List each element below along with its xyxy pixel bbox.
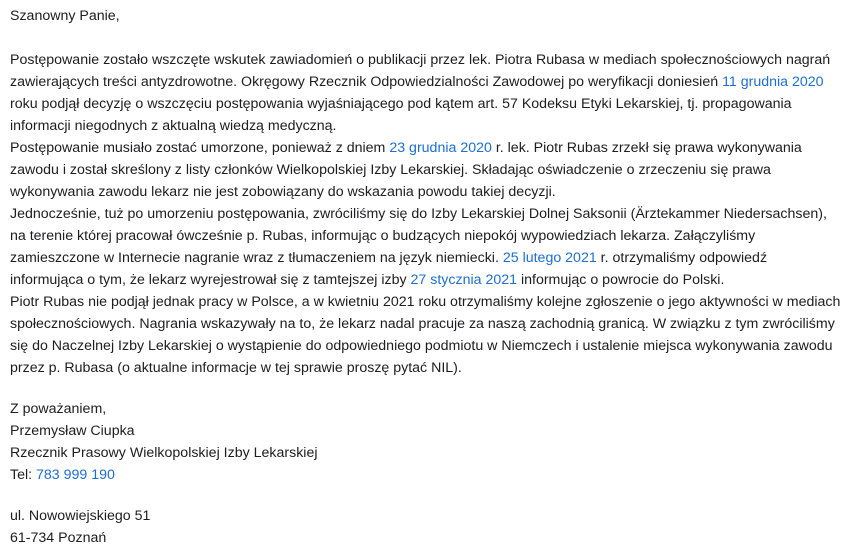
paragraph-text: Postępowanie musiało zostać umorzone, ponieważ z dniem xyxy=(10,140,390,156)
signer-role: Rzecznik Prasowy Wielkopolskiej Izby Lekarskiej xyxy=(10,445,318,461)
spacer xyxy=(10,486,842,505)
address-street: ul. Nowowiejskiego 51 xyxy=(10,508,151,524)
date-link[interactable]: 11 grudnia 2020 xyxy=(722,74,824,90)
spacer xyxy=(10,379,842,398)
phone-line xyxy=(10,464,842,486)
paragraph-3 xyxy=(10,203,842,291)
paragraph-text: informując o powrocie do Polski. xyxy=(517,272,725,288)
paragraph-text: r. lek. Piotr Rubas zrzekł się prawa wykonywania zawodu i został skreślony z listy członków Wielkopolskiej Izby Lekarskiej. Składając oświadczenie o zrzeczeniu się prawa wykonywania zawodu lekarz nie jest zobowiązany do wskazania powodu takiej decyzji. xyxy=(10,140,802,200)
closing: Z poważaniem, xyxy=(10,401,107,417)
phone-label: Tel: xyxy=(10,467,37,483)
phone-link[interactable]: 783 999 190 xyxy=(36,467,115,483)
paragraph-text: Jednocześnie, tuż po umorzeniu postępowania, zwróciliśmy się do Izby Lekarskiej Dolnej Saksonii (Ärztekammer Niedersachsen), na terenie której pracował ówcześnie p. Rubas, informując o budzących niepokój wypowiedziach lekarza. Załączyliśmy zamieszczone w Internecie nagranie wraz z tłumaczeniem na język niemiecki. xyxy=(10,206,827,266)
signer-name: Przemysław Ciupka xyxy=(10,423,135,439)
date-link[interactable]: 27 stycznia 2021 xyxy=(410,272,518,288)
paragraph-text: roku podjął decyzję o wszczęciu postępowania wyjaśniającego pod kątem art. 57 Kodeksu Etyki Lekarskiej, tj. propagowania informacji niegodnych z aktualną wiedzą medyczną. xyxy=(10,96,792,134)
paragraph-2 xyxy=(10,137,842,203)
paragraph-text: r. otrzymaliśmy odpowiedź informująca o tym, że lekarz wyrejestrował się z tamtejszej izby xyxy=(10,250,768,288)
paragraph-text: Postępowanie zostało wszczęte wskutek zawiadomień o publikacji przez lek. Piotra Rubasa w mediach społecznościowych nagrań zawierających treści antyzdrowotne. Okręgowy Rzecznik Odpowiedzialności Zawodowej po weryfikacji doniesień xyxy=(10,52,831,90)
greeting: Szanowny Panie, xyxy=(10,8,120,24)
address-city: 61-734 Poznań xyxy=(10,530,107,546)
spacer xyxy=(10,27,842,49)
paragraph-4: Piotr Rubas nie podjął jednak pracy w Polsce, a w kwietniu 2021 roku otrzymaliśmy kolejne zgłoszenie o jego aktywności w mediach społecznościowych. Nagrania wskazywały na to, że lekarz nadal pracuje za naszą zachodnią granicą. W związku z tym zwróciliśmy się do Naczelnej Izby Lekarskiej o wystąpienie do odpowiedniego podmiotu w Niemczech i ustalenie miejsca wykonywania zawodu przez p. Rubasa (o aktualne informacje w tej sprawie proszę pytać NIL). xyxy=(10,294,841,376)
date-link[interactable]: 25 lutego 2021 xyxy=(502,250,597,266)
paragraph-1 xyxy=(10,49,842,137)
date-link[interactable]: 23 grudnia 2020 xyxy=(389,140,492,156)
